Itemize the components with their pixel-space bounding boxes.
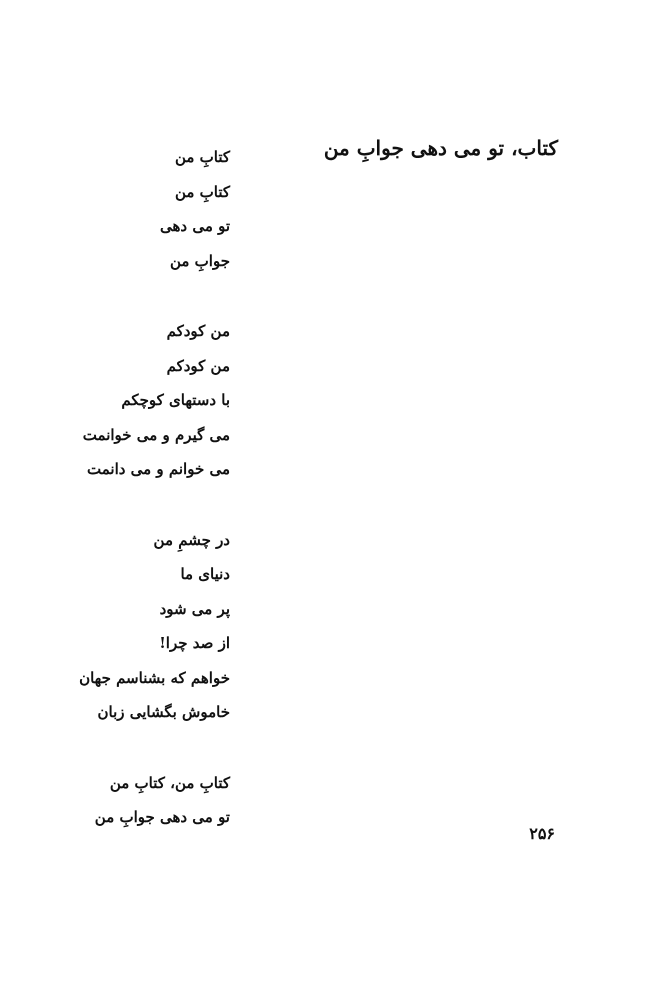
stanza-2: [40, 314, 230, 487]
poem-line: خواهم که بشناسم جهان: [79, 668, 230, 687]
poem-line: کتابِ من، کتابِ من: [109, 773, 230, 792]
poem-line: دنیای ما: [180, 565, 230, 583]
stanza-4: [40, 766, 230, 835]
poem-line: تو می دهی: [160, 217, 230, 235]
poem-line: جوابِ من: [170, 251, 230, 270]
stanza-1: [40, 140, 230, 278]
poem-body: [40, 140, 230, 871]
poem-line: من کودکم: [166, 322, 230, 340]
poem-line: از صد چرا!: [159, 634, 230, 652]
poem-line: می گیرم و می خوانمت: [82, 425, 230, 444]
poem-title: کتاب، تو می دهی جوابِ من: [323, 136, 558, 160]
poem-line: کتابِ من: [174, 182, 230, 201]
poem-line: کتابِ من: [174, 148, 230, 166]
poem-line: من کودکم: [166, 356, 230, 375]
poem-line: پر می شود: [159, 599, 230, 618]
stanza-3: [40, 523, 230, 730]
poem-line: تو می دهی جوابِ من: [94, 808, 230, 826]
poem-line: در چشمِ من: [153, 530, 230, 549]
page-number: ۲۵۶: [529, 824, 555, 843]
poem-line: با دستهای کوچکم: [121, 391, 230, 409]
poem-line: می خوانم و می دانمت: [87, 460, 230, 478]
poem-line: خاموش بگشایی زبان: [97, 703, 230, 721]
